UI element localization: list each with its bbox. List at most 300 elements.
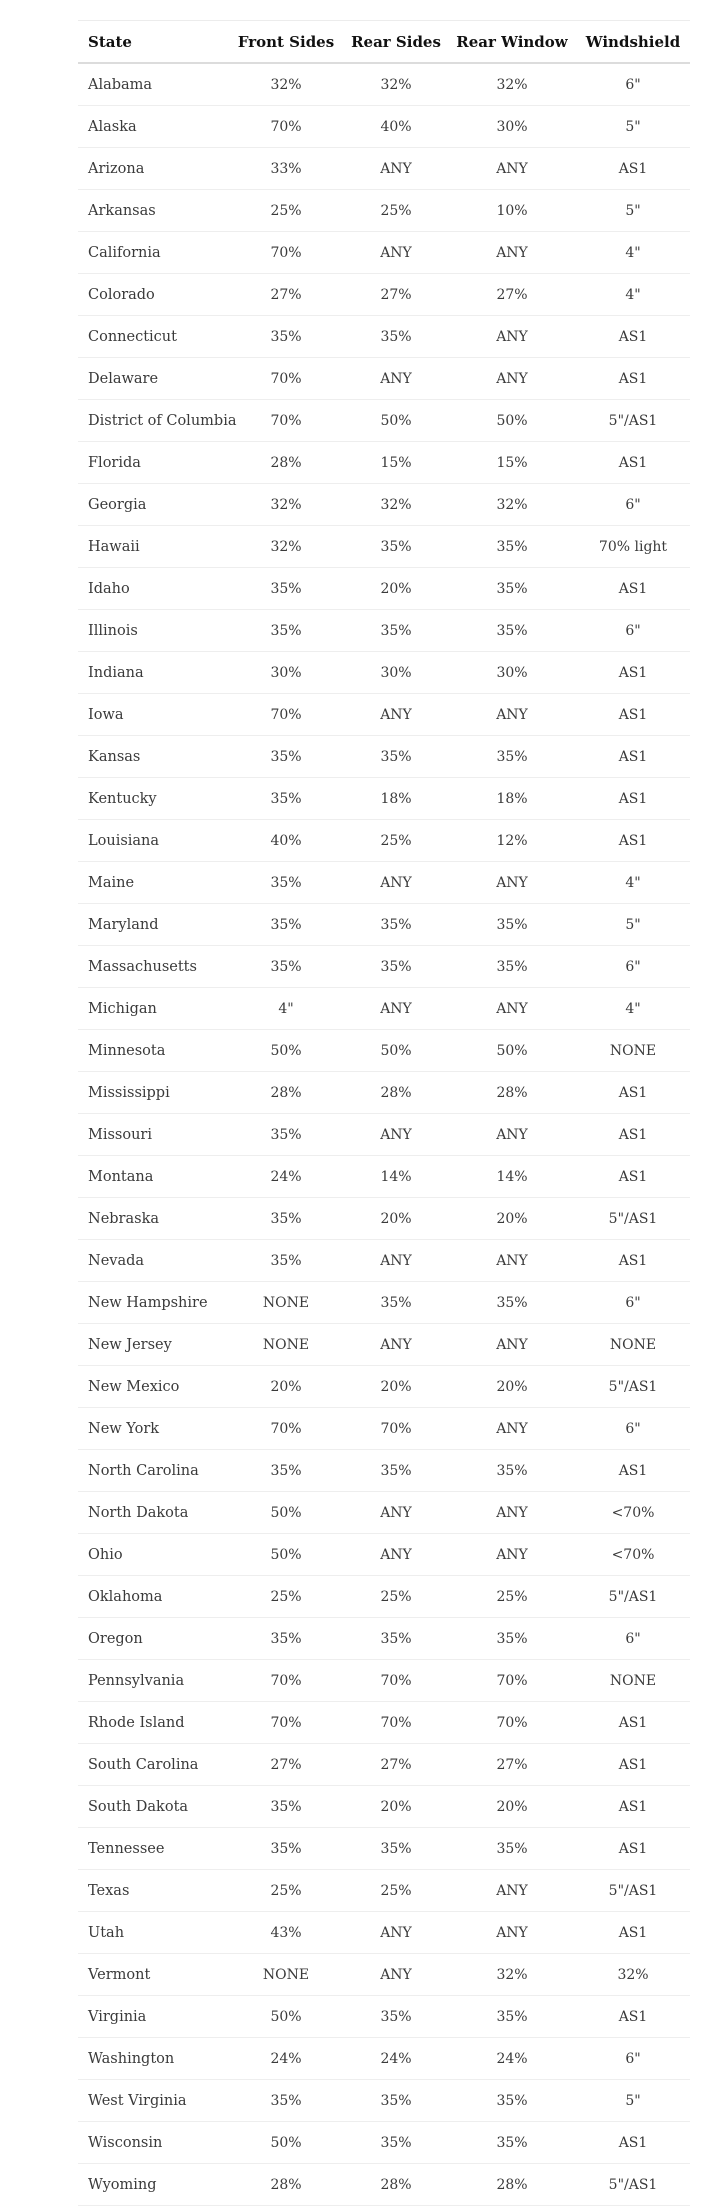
rear-sides-cell: ANY	[344, 1114, 448, 1156]
rear-sides-cell: 30%	[344, 652, 448, 694]
front-sides-cell: 70%	[228, 694, 344, 736]
front-sides-cell: NONE	[228, 1954, 344, 1996]
rear-sides-cell: ANY	[344, 988, 448, 1030]
rear-window-cell: 35%	[448, 2122, 576, 2164]
state-cell: Hawaii	[78, 526, 228, 568]
windshield-cell: AS1	[576, 820, 690, 862]
front-sides-cell: 35%	[228, 1828, 344, 1870]
windshield-cell: 4"	[576, 988, 690, 1030]
windshield-cell: 6"	[576, 946, 690, 988]
windshield-cell: AS1	[576, 1156, 690, 1198]
front-sides-cell: 35%	[228, 1786, 344, 1828]
windshield-cell: 70% light	[576, 526, 690, 568]
state-cell: Wyoming	[78, 2164, 228, 2206]
state-cell: Montana	[78, 1156, 228, 1198]
front-sides-cell: 24%	[228, 2038, 344, 2080]
state-cell: Delaware	[78, 358, 228, 400]
rear-sides-cell: 35%	[344, 2080, 448, 2122]
table-row	[78, 274, 690, 316]
windshield-cell: AS1	[576, 1450, 690, 1492]
windshield-cell: AS1	[576, 1912, 690, 1954]
rear-sides-cell: 50%	[344, 400, 448, 442]
front-sides-cell: 35%	[228, 1240, 344, 1282]
state-cell: Kansas	[78, 736, 228, 778]
rear-sides-cell: ANY	[344, 1912, 448, 1954]
front-sides-cell: 32%	[228, 63, 344, 106]
front-sides-cell: 50%	[228, 1030, 344, 1072]
windshield-cell: AS1	[576, 1996, 690, 2038]
table-row	[78, 1702, 690, 1744]
state-cell: New York	[78, 1408, 228, 1450]
rear-window-cell: 15%	[448, 442, 576, 484]
windshield-cell: 4"	[576, 862, 690, 904]
state-cell: Oregon	[78, 1618, 228, 1660]
front-sides-cell: 70%	[228, 1408, 344, 1450]
table-row	[78, 652, 690, 694]
front-sides-cell: 35%	[228, 568, 344, 610]
header-windshield: Windshield	[576, 21, 690, 64]
rear-window-cell: ANY	[448, 316, 576, 358]
table-row	[78, 1450, 690, 1492]
table-row	[78, 1534, 690, 1576]
rear-window-cell: 32%	[448, 63, 576, 106]
rear-sides-cell: ANY	[344, 148, 448, 190]
rear-sides-cell: 27%	[344, 274, 448, 316]
table-row	[78, 358, 690, 400]
state-cell: Iowa	[78, 694, 228, 736]
front-sides-cell: 27%	[228, 1744, 344, 1786]
table-row	[78, 568, 690, 610]
rear-window-cell: 50%	[448, 400, 576, 442]
front-sides-cell: 25%	[228, 1870, 344, 1912]
rear-sides-cell: 35%	[344, 316, 448, 358]
rear-sides-cell: 14%	[344, 1156, 448, 1198]
rear-sides-cell: 35%	[344, 1618, 448, 1660]
state-cell: Rhode Island	[78, 1702, 228, 1744]
rear-window-cell: 14%	[448, 1156, 576, 1198]
rear-sides-cell: 32%	[344, 63, 448, 106]
state-cell: Connecticut	[78, 316, 228, 358]
state-cell: Washington	[78, 2038, 228, 2080]
rear-sides-cell: 20%	[344, 1198, 448, 1240]
table-row	[78, 1618, 690, 1660]
rear-sides-cell: ANY	[344, 694, 448, 736]
table-row	[78, 1912, 690, 1954]
table-row	[78, 1282, 690, 1324]
table-row	[78, 1366, 690, 1408]
table-row	[78, 2038, 690, 2080]
rear-sides-cell: 20%	[344, 568, 448, 610]
rear-window-cell: 35%	[448, 526, 576, 568]
state-cell: Alabama	[78, 63, 228, 106]
rear-sides-cell: 70%	[344, 1660, 448, 1702]
rear-window-cell: ANY	[448, 148, 576, 190]
table-header	[78, 21, 690, 64]
front-sides-cell: NONE	[228, 1324, 344, 1366]
windshield-cell: 6"	[576, 1282, 690, 1324]
state-cell: Mississippi	[78, 1072, 228, 1114]
front-sides-cell: 4"	[228, 988, 344, 1030]
front-sides-cell: 70%	[228, 1702, 344, 1744]
state-cell: Alaska	[78, 106, 228, 148]
table-row	[78, 2164, 690, 2206]
state-cell: Tennessee	[78, 1828, 228, 1870]
table-row	[78, 1828, 690, 1870]
rear-window-cell: 20%	[448, 1198, 576, 1240]
state-cell: Texas	[78, 1870, 228, 1912]
table-row	[78, 232, 690, 274]
state-cell: Nebraska	[78, 1198, 228, 1240]
rear-window-cell: 35%	[448, 1450, 576, 1492]
front-sides-cell: 28%	[228, 442, 344, 484]
tint-law-table-container	[78, 20, 690, 2206]
state-cell: Arizona	[78, 148, 228, 190]
state-cell: Virginia	[78, 1996, 228, 2038]
rear-window-cell: 35%	[448, 946, 576, 988]
rear-window-cell: ANY	[448, 1324, 576, 1366]
state-cell: Minnesota	[78, 1030, 228, 1072]
table-row	[78, 1072, 690, 1114]
front-sides-cell: 50%	[228, 1534, 344, 1576]
rear-window-cell: ANY	[448, 862, 576, 904]
state-cell: Michigan	[78, 988, 228, 1030]
state-cell: North Dakota	[78, 1492, 228, 1534]
rear-sides-cell: 20%	[344, 1786, 448, 1828]
tint-law-table	[78, 20, 690, 2206]
table-row	[78, 904, 690, 946]
rear-window-cell: 50%	[448, 1030, 576, 1072]
front-sides-cell: 35%	[228, 1450, 344, 1492]
rear-window-cell: 30%	[448, 652, 576, 694]
state-cell: New Jersey	[78, 1324, 228, 1366]
windshield-cell: 5"/AS1	[576, 1870, 690, 1912]
state-cell: Wisconsin	[78, 2122, 228, 2164]
rear-sides-cell: 35%	[344, 946, 448, 988]
state-cell: Maryland	[78, 904, 228, 946]
rear-sides-cell: 25%	[344, 190, 448, 232]
table-row	[78, 610, 690, 652]
header-row	[78, 21, 690, 64]
rear-sides-cell: 35%	[344, 2122, 448, 2164]
windshield-cell: NONE	[576, 1030, 690, 1072]
state-cell: South Dakota	[78, 1786, 228, 1828]
rear-window-cell: 35%	[448, 568, 576, 610]
rear-sides-cell: 20%	[344, 1366, 448, 1408]
table-row	[78, 862, 690, 904]
front-sides-cell: 70%	[228, 400, 344, 442]
rear-window-cell: 25%	[448, 1576, 576, 1618]
state-cell: New Mexico	[78, 1366, 228, 1408]
windshield-cell: AS1	[576, 694, 690, 736]
table-row	[78, 1954, 690, 1996]
windshield-cell: 5"/AS1	[576, 2164, 690, 2206]
rear-window-cell: 27%	[448, 274, 576, 316]
windshield-cell: AS1	[576, 2122, 690, 2164]
rear-window-cell: 32%	[448, 484, 576, 526]
table-row	[78, 442, 690, 484]
windshield-cell: AS1	[576, 736, 690, 778]
table-row	[78, 946, 690, 988]
rear-window-cell: 18%	[448, 778, 576, 820]
windshield-cell: 6"	[576, 1408, 690, 1450]
table-row	[78, 1492, 690, 1534]
table-row	[78, 736, 690, 778]
state-cell: Illinois	[78, 610, 228, 652]
front-sides-cell: 50%	[228, 1492, 344, 1534]
rear-sides-cell: 18%	[344, 778, 448, 820]
front-sides-cell: 35%	[228, 316, 344, 358]
table-row	[78, 1660, 690, 1702]
windshield-cell: 5"	[576, 190, 690, 232]
windshield-cell: AS1	[576, 1828, 690, 1870]
table-row	[78, 1408, 690, 1450]
front-sides-cell: 28%	[228, 1072, 344, 1114]
rear-sides-cell: 27%	[344, 1744, 448, 1786]
front-sides-cell: 32%	[228, 484, 344, 526]
rear-sides-cell: ANY	[344, 358, 448, 400]
windshield-cell: AS1	[576, 1702, 690, 1744]
windshield-cell: 4"	[576, 274, 690, 316]
table-row	[78, 694, 690, 736]
front-sides-cell: 35%	[228, 1198, 344, 1240]
windshield-cell: 6"	[576, 63, 690, 106]
front-sides-cell: 30%	[228, 652, 344, 694]
state-cell: North Carolina	[78, 1450, 228, 1492]
state-cell: Massachusetts	[78, 946, 228, 988]
table-row	[78, 1156, 690, 1198]
front-sides-cell: NONE	[228, 1282, 344, 1324]
front-sides-cell: 32%	[228, 526, 344, 568]
front-sides-cell: 70%	[228, 106, 344, 148]
header-front-sides: Front Sides	[228, 21, 344, 64]
rear-window-cell: 35%	[448, 1282, 576, 1324]
table-row	[78, 63, 690, 106]
table-row	[78, 1996, 690, 2038]
front-sides-cell: 28%	[228, 2164, 344, 2206]
state-cell: South Carolina	[78, 1744, 228, 1786]
windshield-cell: AS1	[576, 148, 690, 190]
front-sides-cell: 35%	[228, 1618, 344, 1660]
state-cell: Louisiana	[78, 820, 228, 862]
front-sides-cell: 35%	[228, 862, 344, 904]
windshield-cell: 5"/AS1	[576, 1366, 690, 1408]
rear-window-cell: 35%	[448, 1618, 576, 1660]
rear-window-cell: 70%	[448, 1660, 576, 1702]
rear-sides-cell: ANY	[344, 1954, 448, 1996]
windshield-cell: 5"	[576, 106, 690, 148]
front-sides-cell: 33%	[228, 148, 344, 190]
windshield-cell: AS1	[576, 442, 690, 484]
windshield-cell: AS1	[576, 1786, 690, 1828]
rear-sides-cell: 35%	[344, 1828, 448, 1870]
state-cell: Idaho	[78, 568, 228, 610]
rear-window-cell: 35%	[448, 736, 576, 778]
rear-sides-cell: 35%	[344, 1282, 448, 1324]
table-row	[78, 526, 690, 568]
windshield-cell: 6"	[576, 484, 690, 526]
windshield-cell: AS1	[576, 1114, 690, 1156]
rear-window-cell: 30%	[448, 106, 576, 148]
windshield-cell: AS1	[576, 1744, 690, 1786]
front-sides-cell: 70%	[228, 232, 344, 274]
state-cell: Florida	[78, 442, 228, 484]
table-row	[78, 1576, 690, 1618]
rear-window-cell: ANY	[448, 694, 576, 736]
state-cell: Vermont	[78, 1954, 228, 1996]
front-sides-cell: 50%	[228, 1996, 344, 2038]
rear-sides-cell: ANY	[344, 232, 448, 274]
rear-sides-cell: 50%	[344, 1030, 448, 1072]
windshield-cell: 5"/AS1	[576, 400, 690, 442]
windshield-cell: AS1	[576, 358, 690, 400]
state-cell: Nevada	[78, 1240, 228, 1282]
state-cell: Indiana	[78, 652, 228, 694]
table-row	[78, 820, 690, 862]
rear-window-cell: 70%	[448, 1702, 576, 1744]
rear-sides-cell: 24%	[344, 2038, 448, 2080]
rear-window-cell: ANY	[448, 232, 576, 274]
state-cell: Oklahoma	[78, 1576, 228, 1618]
rear-window-cell: ANY	[448, 1240, 576, 1282]
windshield-cell: NONE	[576, 1324, 690, 1366]
table-row	[78, 1786, 690, 1828]
windshield-cell: AS1	[576, 1072, 690, 1114]
rear-sides-cell: 28%	[344, 2164, 448, 2206]
table-row	[78, 2080, 690, 2122]
table-row	[78, 1114, 690, 1156]
front-sides-cell: 50%	[228, 2122, 344, 2164]
rear-sides-cell: 35%	[344, 904, 448, 946]
table-row	[78, 1198, 690, 1240]
table-row	[78, 1240, 690, 1282]
windshield-cell: 5"	[576, 904, 690, 946]
state-cell: Maine	[78, 862, 228, 904]
rear-sides-cell: 25%	[344, 1576, 448, 1618]
table-row	[78, 1324, 690, 1366]
table-row	[78, 2122, 690, 2164]
rear-sides-cell: ANY	[344, 1534, 448, 1576]
state-cell: Colorado	[78, 274, 228, 316]
table-body	[78, 63, 690, 2206]
rear-sides-cell: 35%	[344, 526, 448, 568]
rear-sides-cell: 32%	[344, 484, 448, 526]
front-sides-cell: 70%	[228, 358, 344, 400]
windshield-cell: 5"	[576, 2080, 690, 2122]
table-row	[78, 1870, 690, 1912]
front-sides-cell: 24%	[228, 1156, 344, 1198]
rear-window-cell: ANY	[448, 1408, 576, 1450]
windshield-cell: AS1	[576, 1240, 690, 1282]
table-row	[78, 988, 690, 1030]
windshield-cell: 5"/AS1	[576, 1198, 690, 1240]
windshield-cell: AS1	[576, 568, 690, 610]
front-sides-cell: 35%	[228, 610, 344, 652]
table-row	[78, 1030, 690, 1072]
rear-sides-cell: 35%	[344, 1996, 448, 2038]
state-cell: Kentucky	[78, 778, 228, 820]
state-cell: California	[78, 232, 228, 274]
rear-sides-cell: ANY	[344, 862, 448, 904]
table-row	[78, 190, 690, 232]
front-sides-cell: 40%	[228, 820, 344, 862]
front-sides-cell: 43%	[228, 1912, 344, 1954]
table-row	[78, 106, 690, 148]
rear-window-cell: 28%	[448, 1072, 576, 1114]
windshield-cell: 6"	[576, 1618, 690, 1660]
rear-window-cell: 35%	[448, 1828, 576, 1870]
windshield-cell: AS1	[576, 778, 690, 820]
rear-sides-cell: 40%	[344, 106, 448, 148]
table-row	[78, 400, 690, 442]
windshield-cell: 32%	[576, 1954, 690, 1996]
rear-sides-cell: 35%	[344, 736, 448, 778]
windshield-cell: AS1	[576, 316, 690, 358]
rear-window-cell: ANY	[448, 358, 576, 400]
front-sides-cell: 27%	[228, 274, 344, 316]
rear-window-cell: 28%	[448, 2164, 576, 2206]
rear-window-cell: 20%	[448, 1366, 576, 1408]
state-cell: Missouri	[78, 1114, 228, 1156]
front-sides-cell: 25%	[228, 1576, 344, 1618]
rear-window-cell: 35%	[448, 2080, 576, 2122]
rear-window-cell: 24%	[448, 2038, 576, 2080]
rear-sides-cell: ANY	[344, 1492, 448, 1534]
rear-window-cell: 10%	[448, 190, 576, 232]
state-cell: Ohio	[78, 1534, 228, 1576]
windshield-cell: 5"/AS1	[576, 1576, 690, 1618]
rear-window-cell: 12%	[448, 820, 576, 862]
windshield-cell: <70%	[576, 1534, 690, 1576]
rear-sides-cell: 25%	[344, 820, 448, 862]
table-row	[78, 316, 690, 358]
front-sides-cell: 35%	[228, 736, 344, 778]
rear-sides-cell: 35%	[344, 610, 448, 652]
rear-window-cell: ANY	[448, 988, 576, 1030]
rear-sides-cell: 35%	[344, 1450, 448, 1492]
state-cell: New Hampshire	[78, 1282, 228, 1324]
rear-window-cell: 35%	[448, 610, 576, 652]
table-row	[78, 1744, 690, 1786]
windshield-cell: 4"	[576, 232, 690, 274]
windshield-cell: 6"	[576, 610, 690, 652]
rear-sides-cell: 15%	[344, 442, 448, 484]
front-sides-cell: 35%	[228, 778, 344, 820]
front-sides-cell: 25%	[228, 190, 344, 232]
windshield-cell: AS1	[576, 652, 690, 694]
header-rear-window: Rear Window	[448, 21, 576, 64]
rear-window-cell: ANY	[448, 1492, 576, 1534]
front-sides-cell: 20%	[228, 1366, 344, 1408]
rear-window-cell: 35%	[448, 1996, 576, 2038]
header-rear-sides: Rear Sides	[344, 21, 448, 64]
front-sides-cell: 35%	[228, 1114, 344, 1156]
header-state: State	[78, 21, 228, 64]
rear-window-cell: 27%	[448, 1744, 576, 1786]
rear-window-cell: 32%	[448, 1954, 576, 1996]
rear-sides-cell: 28%	[344, 1072, 448, 1114]
front-sides-cell: 70%	[228, 1660, 344, 1702]
rear-window-cell: ANY	[448, 1114, 576, 1156]
windshield-cell: 6"	[576, 2038, 690, 2080]
state-cell: District of Columbia	[78, 400, 228, 442]
state-cell: Pennsylvania	[78, 1660, 228, 1702]
front-sides-cell: 35%	[228, 904, 344, 946]
windshield-cell: NONE	[576, 1660, 690, 1702]
table-row	[78, 778, 690, 820]
rear-sides-cell: ANY	[344, 1324, 448, 1366]
rear-sides-cell: 70%	[344, 1702, 448, 1744]
rear-window-cell: ANY	[448, 1912, 576, 1954]
